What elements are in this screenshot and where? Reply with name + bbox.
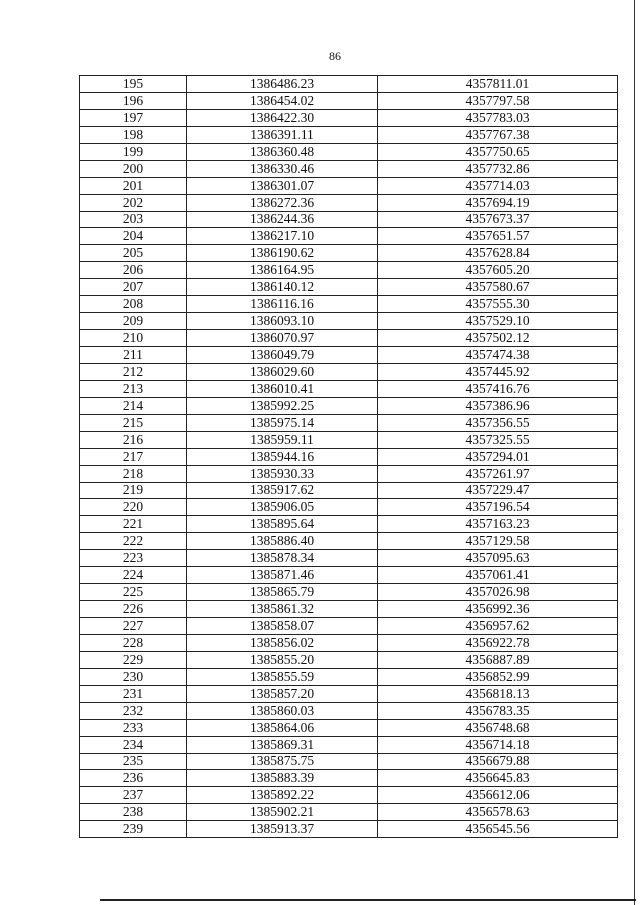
x-coordinate-cell: 1386217.10 bbox=[187, 228, 378, 245]
y-coordinate-cell: 4356545.56 bbox=[378, 821, 618, 838]
x-coordinate-cell: 1385886.40 bbox=[187, 533, 378, 550]
table-row bbox=[80, 92, 618, 109]
table-row bbox=[80, 228, 618, 245]
x-coordinate-cell: 1385871.46 bbox=[187, 567, 378, 584]
y-coordinate-cell: 4357416.76 bbox=[378, 380, 618, 397]
y-coordinate-cell: 4357294.01 bbox=[378, 448, 618, 465]
table-row bbox=[80, 533, 618, 550]
table-row bbox=[80, 109, 618, 126]
y-coordinate-cell: 4357580.67 bbox=[378, 279, 618, 296]
x-coordinate-cell: 1386422.30 bbox=[187, 109, 378, 126]
y-coordinate-cell: 4356714.18 bbox=[378, 736, 618, 753]
table-row bbox=[80, 601, 618, 618]
y-coordinate-cell: 4357811.01 bbox=[378, 76, 618, 93]
point-number-cell: 231 bbox=[80, 685, 187, 702]
y-coordinate-cell: 4356992.36 bbox=[378, 601, 618, 618]
y-coordinate-cell: 4357229.47 bbox=[378, 482, 618, 499]
point-number-cell: 235 bbox=[80, 753, 187, 770]
y-coordinate-cell: 4357095.63 bbox=[378, 550, 618, 567]
y-coordinate-cell: 4356783.35 bbox=[378, 702, 618, 719]
table-row bbox=[80, 499, 618, 516]
x-coordinate-cell: 1385930.33 bbox=[187, 465, 378, 482]
y-coordinate-cell: 4356922.78 bbox=[378, 634, 618, 651]
x-coordinate-cell: 1386049.79 bbox=[187, 347, 378, 364]
y-coordinate-cell: 4357673.37 bbox=[378, 211, 618, 228]
x-coordinate-cell: 1386360.48 bbox=[187, 143, 378, 160]
y-coordinate-cell: 4357714.03 bbox=[378, 177, 618, 194]
table-row bbox=[80, 143, 618, 160]
table-row bbox=[80, 313, 618, 330]
table-row bbox=[80, 279, 618, 296]
x-coordinate-cell: 1385861.32 bbox=[187, 601, 378, 618]
table-row bbox=[80, 330, 618, 347]
table-row bbox=[80, 160, 618, 177]
x-coordinate-cell: 1385895.64 bbox=[187, 516, 378, 533]
table-row bbox=[80, 482, 618, 499]
table-row bbox=[80, 770, 618, 787]
point-number-cell: 224 bbox=[80, 567, 187, 584]
point-number-cell: 234 bbox=[80, 736, 187, 753]
x-coordinate-cell: 1386301.07 bbox=[187, 177, 378, 194]
point-number-cell: 217 bbox=[80, 448, 187, 465]
table-row bbox=[80, 685, 618, 702]
point-number-cell: 233 bbox=[80, 719, 187, 736]
x-coordinate-cell: 1385959.11 bbox=[187, 431, 378, 448]
point-number-cell: 216 bbox=[80, 431, 187, 448]
x-coordinate-cell: 1386010.41 bbox=[187, 380, 378, 397]
y-coordinate-cell: 4357651.57 bbox=[378, 228, 618, 245]
table-row bbox=[80, 702, 618, 719]
point-number-cell: 208 bbox=[80, 296, 187, 313]
x-coordinate-cell: 1385917.62 bbox=[187, 482, 378, 499]
point-number-cell: 207 bbox=[80, 279, 187, 296]
y-coordinate-cell: 4357356.55 bbox=[378, 414, 618, 431]
point-number-cell: 210 bbox=[80, 330, 187, 347]
x-coordinate-cell: 1386029.60 bbox=[187, 363, 378, 380]
x-coordinate-cell: 1386190.62 bbox=[187, 245, 378, 262]
x-coordinate-cell: 1385992.25 bbox=[187, 397, 378, 414]
y-coordinate-cell: 4357325.55 bbox=[378, 431, 618, 448]
x-coordinate-cell: 1386391.11 bbox=[187, 126, 378, 143]
x-coordinate-cell: 1386140.12 bbox=[187, 279, 378, 296]
point-number-cell: 239 bbox=[80, 821, 187, 838]
y-coordinate-cell: 4357474.38 bbox=[378, 347, 618, 364]
table-row bbox=[80, 516, 618, 533]
coordinates-table bbox=[79, 75, 618, 838]
table-row bbox=[80, 465, 618, 482]
point-number-cell: 212 bbox=[80, 363, 187, 380]
point-number-cell: 202 bbox=[80, 194, 187, 211]
table-row bbox=[80, 567, 618, 584]
x-coordinate-cell: 1385892.22 bbox=[187, 787, 378, 804]
point-number-cell: 199 bbox=[80, 143, 187, 160]
scan-edge-bottom bbox=[100, 899, 636, 901]
x-coordinate-cell: 1385865.79 bbox=[187, 584, 378, 601]
page-number: 86 bbox=[329, 49, 341, 63]
point-number-cell: 227 bbox=[80, 618, 187, 635]
y-coordinate-cell: 4357694.19 bbox=[378, 194, 618, 211]
x-coordinate-cell: 1385864.06 bbox=[187, 719, 378, 736]
y-coordinate-cell: 4356748.68 bbox=[378, 719, 618, 736]
y-coordinate-cell: 4356818.13 bbox=[378, 685, 618, 702]
table-row bbox=[80, 787, 618, 804]
coordinates-table-body bbox=[80, 76, 618, 838]
y-coordinate-cell: 4357529.10 bbox=[378, 313, 618, 330]
table-row bbox=[80, 431, 618, 448]
y-coordinate-cell: 4357502.12 bbox=[378, 330, 618, 347]
table-row bbox=[80, 76, 618, 93]
y-coordinate-cell: 4357750.65 bbox=[378, 143, 618, 160]
table-row bbox=[80, 347, 618, 364]
point-number-cell: 221 bbox=[80, 516, 187, 533]
table-row bbox=[80, 719, 618, 736]
point-number-cell: 211 bbox=[80, 347, 187, 364]
point-number-cell: 197 bbox=[80, 109, 187, 126]
x-coordinate-cell: 1385883.39 bbox=[187, 770, 378, 787]
table-row bbox=[80, 736, 618, 753]
table-row bbox=[80, 380, 618, 397]
x-coordinate-cell: 1386454.02 bbox=[187, 92, 378, 109]
y-coordinate-cell: 4356852.99 bbox=[378, 668, 618, 685]
table-row bbox=[80, 753, 618, 770]
table-row bbox=[80, 194, 618, 211]
point-number-cell: 209 bbox=[80, 313, 187, 330]
point-number-cell: 201 bbox=[80, 177, 187, 194]
y-coordinate-cell: 4357555.30 bbox=[378, 296, 618, 313]
scan-edge-right bbox=[634, 0, 635, 905]
table-row bbox=[80, 634, 618, 651]
table-row bbox=[80, 448, 618, 465]
table-row bbox=[80, 414, 618, 431]
point-number-cell: 198 bbox=[80, 126, 187, 143]
y-coordinate-cell: 4356578.63 bbox=[378, 804, 618, 821]
point-number-cell: 237 bbox=[80, 787, 187, 804]
x-coordinate-cell: 1386116.16 bbox=[187, 296, 378, 313]
x-coordinate-cell: 1385875.75 bbox=[187, 753, 378, 770]
table-row bbox=[80, 397, 618, 414]
x-coordinate-cell: 1385975.14 bbox=[187, 414, 378, 431]
y-coordinate-cell: 4357061.41 bbox=[378, 567, 618, 584]
y-coordinate-cell: 4357783.03 bbox=[378, 109, 618, 126]
point-number-cell: 213 bbox=[80, 380, 187, 397]
y-coordinate-cell: 4357732.86 bbox=[378, 160, 618, 177]
point-number-cell: 200 bbox=[80, 160, 187, 177]
x-coordinate-cell: 1386164.95 bbox=[187, 262, 378, 279]
x-coordinate-cell: 1385906.05 bbox=[187, 499, 378, 516]
x-coordinate-cell: 1385944.16 bbox=[187, 448, 378, 465]
x-coordinate-cell: 1386330.46 bbox=[187, 160, 378, 177]
y-coordinate-cell: 4357163.23 bbox=[378, 516, 618, 533]
point-number-cell: 206 bbox=[80, 262, 187, 279]
point-number-cell: 232 bbox=[80, 702, 187, 719]
point-number-cell: 196 bbox=[80, 92, 187, 109]
point-number-cell: 222 bbox=[80, 533, 187, 550]
x-coordinate-cell: 1385902.21 bbox=[187, 804, 378, 821]
point-number-cell: 215 bbox=[80, 414, 187, 431]
y-coordinate-cell: 4357196.54 bbox=[378, 499, 618, 516]
point-number-cell: 203 bbox=[80, 211, 187, 228]
table-row bbox=[80, 296, 618, 313]
table-row bbox=[80, 550, 618, 567]
x-coordinate-cell: 1385913.37 bbox=[187, 821, 378, 838]
x-coordinate-cell: 1385857.20 bbox=[187, 685, 378, 702]
x-coordinate-cell: 1386093.10 bbox=[187, 313, 378, 330]
y-coordinate-cell: 4357026.98 bbox=[378, 584, 618, 601]
x-coordinate-cell: 1386272.36 bbox=[187, 194, 378, 211]
table-row bbox=[80, 804, 618, 821]
x-coordinate-cell: 1385855.59 bbox=[187, 668, 378, 685]
point-number-cell: 218 bbox=[80, 465, 187, 482]
y-coordinate-cell: 4357261.97 bbox=[378, 465, 618, 482]
point-number-cell: 205 bbox=[80, 245, 187, 262]
point-number-cell: 225 bbox=[80, 584, 187, 601]
y-coordinate-cell: 4356679.88 bbox=[378, 753, 618, 770]
point-number-cell: 214 bbox=[80, 397, 187, 414]
y-coordinate-cell: 4357386.96 bbox=[378, 397, 618, 414]
table-row bbox=[80, 177, 618, 194]
table-row bbox=[80, 363, 618, 380]
y-coordinate-cell: 4357797.58 bbox=[378, 92, 618, 109]
point-number-cell: 230 bbox=[80, 668, 187, 685]
x-coordinate-cell: 1385856.02 bbox=[187, 634, 378, 651]
point-number-cell: 226 bbox=[80, 601, 187, 618]
y-coordinate-cell: 4356887.89 bbox=[378, 651, 618, 668]
x-coordinate-cell: 1386070.97 bbox=[187, 330, 378, 347]
point-number-cell: 236 bbox=[80, 770, 187, 787]
table-row bbox=[80, 245, 618, 262]
table-row bbox=[80, 211, 618, 228]
y-coordinate-cell: 4356645.83 bbox=[378, 770, 618, 787]
point-number-cell: 238 bbox=[80, 804, 187, 821]
y-coordinate-cell: 4357605.20 bbox=[378, 262, 618, 279]
x-coordinate-cell: 1385878.34 bbox=[187, 550, 378, 567]
point-number-cell: 220 bbox=[80, 499, 187, 516]
point-number-cell: 204 bbox=[80, 228, 187, 245]
table-row bbox=[80, 668, 618, 685]
x-coordinate-cell: 1385869.31 bbox=[187, 736, 378, 753]
table-row bbox=[80, 584, 618, 601]
x-coordinate-cell: 1386486.23 bbox=[187, 76, 378, 93]
x-coordinate-cell: 1386244.36 bbox=[187, 211, 378, 228]
point-number-cell: 229 bbox=[80, 651, 187, 668]
table-row bbox=[80, 262, 618, 279]
y-coordinate-cell: 4357445.92 bbox=[378, 363, 618, 380]
x-coordinate-cell: 1385858.07 bbox=[187, 618, 378, 635]
x-coordinate-cell: 1385860.03 bbox=[187, 702, 378, 719]
point-number-cell: 223 bbox=[80, 550, 187, 567]
y-coordinate-cell: 4356612.06 bbox=[378, 787, 618, 804]
table-row bbox=[80, 651, 618, 668]
table-row bbox=[80, 821, 618, 838]
x-coordinate-cell: 1385855.20 bbox=[187, 651, 378, 668]
y-coordinate-cell: 4357767.38 bbox=[378, 126, 618, 143]
point-number-cell: 219 bbox=[80, 482, 187, 499]
y-coordinate-cell: 4357129.58 bbox=[378, 533, 618, 550]
point-number-cell: 228 bbox=[80, 634, 187, 651]
point-number-cell: 195 bbox=[80, 76, 187, 93]
y-coordinate-cell: 4356957.62 bbox=[378, 618, 618, 635]
table-row bbox=[80, 126, 618, 143]
table-row bbox=[80, 618, 618, 635]
y-coordinate-cell: 4357628.84 bbox=[378, 245, 618, 262]
